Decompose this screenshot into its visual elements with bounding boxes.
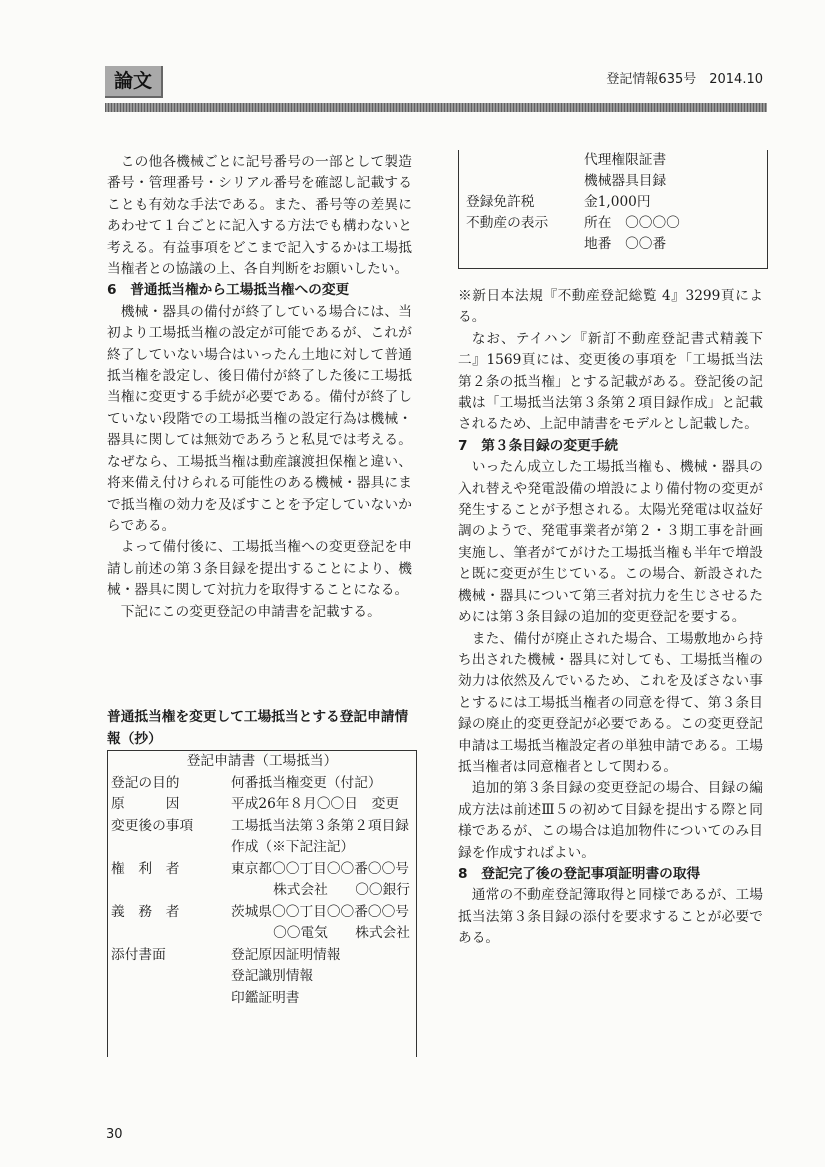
form-key: 登録免許税	[466, 194, 535, 210]
paragraph: 下記にこの変更登記の申請書を記載する。	[120, 603, 381, 620]
paragraph: 機械・器具の備付が終了している場合には、当初より工場抵当権の設定が可能であるが、これが終了していない場合はいったん土地に対して普通抵当権を設定し、後日備付が終了した後に工場抵当権に変更する手続が必要である。備付が終了していない段階での工場抵当権の設定行為は機械・器具に関しては無効であろうと私見では考える。なぜなら、工場抵当権は動産譲渡担保権と違い、将来備え付けられる可能性のある機械・器具にまで抵当権の効力を及ぼすことを予定していないからである。	[107, 303, 412, 534]
form-row	[108, 794, 416, 816]
left-column	[107, 152, 412, 623]
form-row	[459, 150, 767, 171]
paragraph: なお、テイハン『新訂不動産登記書式精義下二』1569頁には、変更後の事項を「工場抵当法第２条の抵当権」とする記載がある。登記後の記載は「工場抵当法第３条第２項目録作成」と記載されるため、上記申請書をモデルとし記載した。	[458, 330, 763, 433]
form-value: 工場抵当法第３条第２項目録作成（※下記注記）	[231, 817, 409, 855]
page-number: 30	[106, 1127, 123, 1142]
form-key: 原 因	[111, 796, 180, 812]
form-value: 株式会社 〇〇銀行	[273, 882, 410, 898]
form-row	[108, 966, 416, 988]
right-column	[458, 286, 763, 950]
form-key: 登記の目的	[111, 774, 180, 791]
form-key: 変更後の事項	[111, 817, 194, 834]
form-title: 登記申請書（工場抵当）	[186, 753, 338, 769]
form-value: 代理権限証書	[584, 152, 667, 168]
form-value: 金1,000円	[584, 194, 651, 210]
form-value: 平成26年８月〇〇日 変更	[231, 796, 399, 812]
form-value: 何番抵当権変更（付記）	[231, 774, 382, 791]
form-row	[459, 192, 767, 213]
paragraph: 通常の不動産登記簿取得と同様であるが、工場抵当法第３条目録の添付を要求することが必要である。	[458, 887, 763, 947]
form-row	[459, 234, 767, 255]
form-row	[108, 988, 416, 1010]
issue-info: 登記情報635号 2014.10	[606, 72, 763, 87]
form-value: 〇〇電気 株式会社	[273, 925, 410, 941]
form-value: 地番 〇〇番	[584, 236, 667, 252]
form-row	[108, 902, 416, 924]
section-heading-7: 7 第３条目録の変更手続	[458, 437, 619, 454]
footnote: ※新日本法規『不動産登記総覧 4』3299頁による。	[458, 288, 763, 326]
application-form-continued	[458, 150, 768, 269]
section-heading-6: 6 普通抵当権から工場抵当権への変更	[107, 282, 350, 299]
form-row	[459, 171, 767, 192]
form-value: 東京都〇〇丁目〇〇番〇〇号	[231, 860, 409, 877]
paragraph: この他各機械ごとに記号番号の一部として製造番号・管理番号・シリアル番号を確認し記載することも有効な手法である。また、番号等の差異にあわせて１台ごとに記入する方法でも構わないと考える。有益事項をどこまで記入するかは工場抵当権者との協議の上、各自判断をお願いしたい。	[107, 154, 412, 278]
form-row	[108, 773, 416, 795]
paragraph: よって備付後に、工場抵当権への変更登記を申請し前述の第３条目録を提出することにより、機械・器具に関して対抗力を取得することになる。	[107, 539, 412, 599]
paragraph: いったん成立した工場抵当権も、機械・器具の入れ替えや発電設備の増設により備付物の変更が発生することが予想される。太陽光発電は収益好調のようで、発電事業者が第２・３期工事を計画実施し、筆者がてがけた工場抵当権も半年で増設と既に変更が生じている。この場合、新設された機械・器具について第三者対抗力を生じさせるためには第３条目録の追加的変更登記を要する。	[458, 459, 763, 626]
form-key: 不動産の表示	[466, 215, 549, 231]
form-heading: 普通抵当権を変更して工場抵当とする登記申請情報（抄）	[107, 709, 409, 747]
paragraph: また、備付が廃止された場合、工場敷地から持ち出された機械・器具に対しても、工場抵当権の効力は依然及んでいるため、これを及ぼさない事とするには工場抵当権者の同意を得て、第３条目録の廃止的変更登記が必要である。この変更登記申請は工場抵当権設定者の単独申請である。工場抵当権者は同意権者として関わる。	[458, 630, 763, 775]
form-key: 義 務 者	[111, 903, 180, 920]
form-key: 権 利 者	[111, 860, 180, 877]
form-value: 茨城県〇〇丁目〇〇番〇〇号	[231, 903, 409, 920]
form-row	[108, 816, 416, 859]
form-row	[459, 213, 767, 234]
form-value: 登記識別情報	[231, 968, 314, 984]
application-form	[107, 750, 417, 1057]
form-value: 機械器具目録	[584, 173, 667, 189]
header-rule	[105, 103, 767, 112]
section-heading-8: 8 登記完了後の登記事項証明書の取得	[458, 865, 701, 882]
form-key: 添付書面	[111, 946, 166, 963]
paragraph: 追加的第３条目録の変更登記の場合、目録の編成方法は前述Ⅲ５の初めて目録を提出する際と同様であるが、この場合は追加物件についてのみ目録を作成すればよい。	[458, 780, 763, 861]
form-value: 登記原因証明情報	[231, 946, 341, 963]
form-row	[108, 945, 416, 967]
form-value: 印鑑証明書	[231, 989, 300, 1006]
form-value: 所在 〇〇〇〇	[584, 215, 680, 231]
form-row	[108, 859, 416, 881]
section-tag: 論文	[105, 66, 163, 98]
